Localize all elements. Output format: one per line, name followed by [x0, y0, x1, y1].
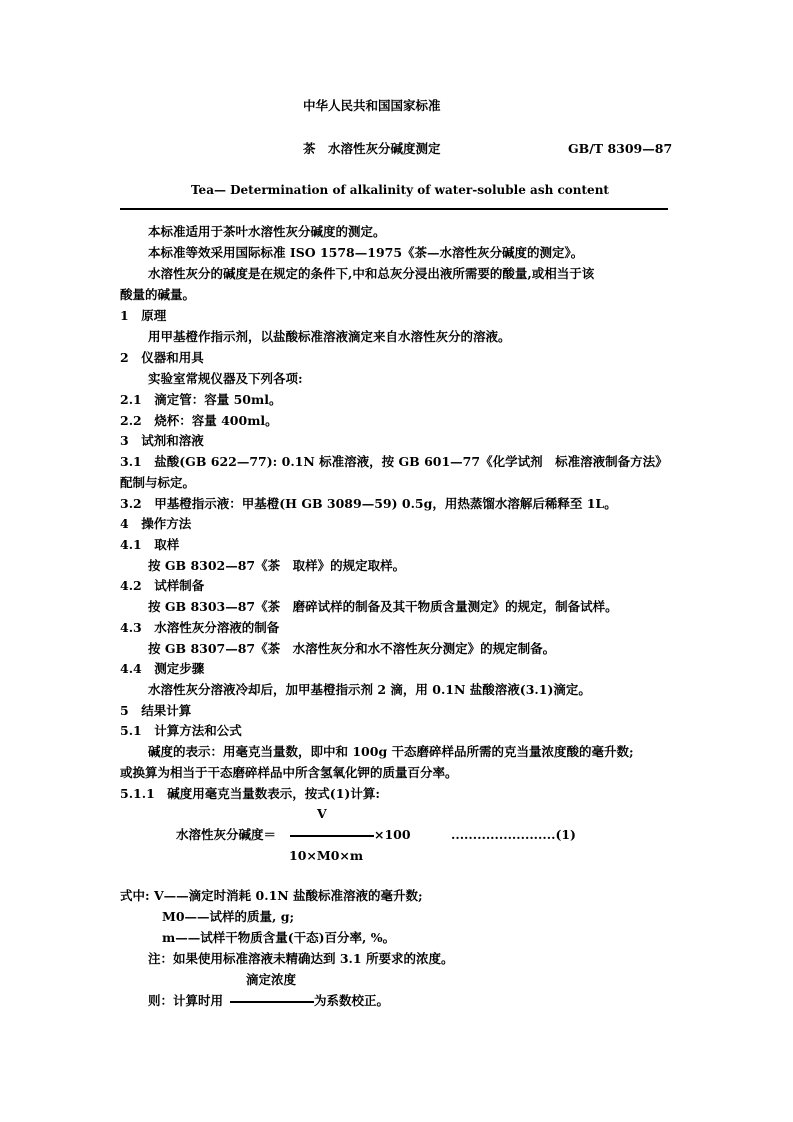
- note-calculation-suffix: 为系数校正。: [314, 993, 390, 1008]
- section-text-5-1-line-2: 或换算为相当于干态磨碎样品中所含氢氧化钾的质量百分率。: [120, 765, 458, 780]
- intro-paragraph-1: 本标准适用于茶叶水溶性灰分碱度的测定。: [148, 224, 386, 239]
- section-heading-3: 3 试剂和溶液: [120, 433, 204, 448]
- legend-m: m——试样干物质含量(干态)百分率, %。: [162, 930, 396, 945]
- section-text-4-4: 水溶性灰分溶液冷却后，加甲基橙指示剂 2 滴，用 0.1N 盐酸溶液(3.1)滴定。: [148, 682, 591, 697]
- section-item-4-4: 4.4 测定步骤: [120, 661, 205, 676]
- formula-denominator: 10×M0×m: [289, 848, 364, 863]
- section-item-3-1-line-1: 3.1 盐酸(GB 622—77): 0.1N 标准溶液，按 GB 601—77《化学试剂 标准溶液制备方法》: [120, 454, 668, 469]
- section-text-1: 用甲基橙作指示剂，以盐酸标准溶液滴定来自水溶性灰分的溶液。: [148, 329, 511, 344]
- section-text-2: 实验室常规仪器及下列各项:: [148, 371, 303, 386]
- intro-paragraph-3-line-2: 酸量的碱量。: [120, 287, 196, 302]
- section-item-2-1: 2.1 滴定管：容量 50ml。: [120, 392, 282, 407]
- legend-v: 式中: V——滴定时消耗 0.1N 盐酸标准溶液的毫升数;: [120, 888, 423, 903]
- note-text: 注：如果使用标准溶液未精确达到 3.1 所要求的浓度。: [148, 951, 454, 966]
- formula-multiplier: ×100: [374, 827, 411, 842]
- section-text-4-3: 按 GB 8307—87《茶 水溶性灰分和水不溶性灰分测定》的规定制备。: [148, 641, 556, 656]
- note-fraction-numerator: 滴定浓度: [246, 972, 297, 987]
- section-item-2-2: 2.2 烧杯：容量 400ml。: [120, 413, 278, 428]
- section-item-3-1-line-2: 配制与标定。: [120, 475, 196, 490]
- section-heading-2: 2 仪器和用具: [120, 350, 204, 365]
- formula-fraction-bar: [290, 835, 374, 837]
- section-text-5-1-line-1: 碱度的表示：用毫克当量数，即中和 100g 干态磨碎样品所需的克当量浓度酸的毫升数;: [148, 744, 634, 759]
- intro-paragraph-3-line-1: 水溶性灰分的碱度是在规定的条件下,中和总灰分浸出液所需要的酸量,或相当于该: [148, 266, 595, 281]
- section-item-4-1: 4.1 取样: [120, 537, 180, 552]
- english-title: Tea— Determination of alkalinity of water-soluble ash content: [191, 183, 609, 197]
- section-item-3-2: 3.2 甲基橙指示液：甲基橙(H GB 3089—59) 0.5g，用热蒸馏水溶解后稀释至 1L。: [120, 496, 617, 511]
- document-title: 茶 水溶性灰分碱度测定: [303, 141, 441, 156]
- standard-code: GB/T 8309—87: [568, 141, 673, 156]
- section-heading-5: 5 结果计算: [120, 703, 192, 718]
- legend-m0: M0——试样的质量, g;: [162, 909, 295, 924]
- section-heading-4: 4 操作方法: [120, 516, 192, 531]
- national-standard-heading: 中华人民共和国国家标准: [303, 98, 441, 113]
- section-item-4-3: 4.3 水溶性灰分溶液的制备: [120, 620, 280, 635]
- section-text-4-2: 按 GB 8303—87《茶 磨碎试样的制备及其干物质含量测定》的规定，制备试样。: [148, 599, 618, 614]
- formula-lhs: 水溶性灰分碱度＝: [176, 827, 277, 842]
- formula-numerator: V: [317, 806, 327, 821]
- section-item-4-2: 4.2 试样制备: [120, 578, 205, 593]
- intro-paragraph-2: 本标准等效采用国际标准 ISO 1578—1975《茶—水溶性灰分碱度的测定》。: [148, 245, 584, 260]
- section-item-5-1: 5.1 计算方法和公式: [120, 723, 242, 738]
- note-fraction-bar: [230, 1001, 314, 1003]
- title-divider: [120, 208, 668, 210]
- note-calculation-prefix: 则：计算时用: [148, 993, 224, 1008]
- section-item-5-1-1: 5.1.1 碱度用毫克当量数表示，按式(1)计算:: [120, 786, 380, 801]
- section-text-4-1: 按 GB 8302—87《茶 取样》的规定取样。: [148, 558, 406, 573]
- formula-equation-number: ........................(1): [451, 827, 576, 842]
- section-heading-1: 1 原理: [120, 308, 167, 323]
